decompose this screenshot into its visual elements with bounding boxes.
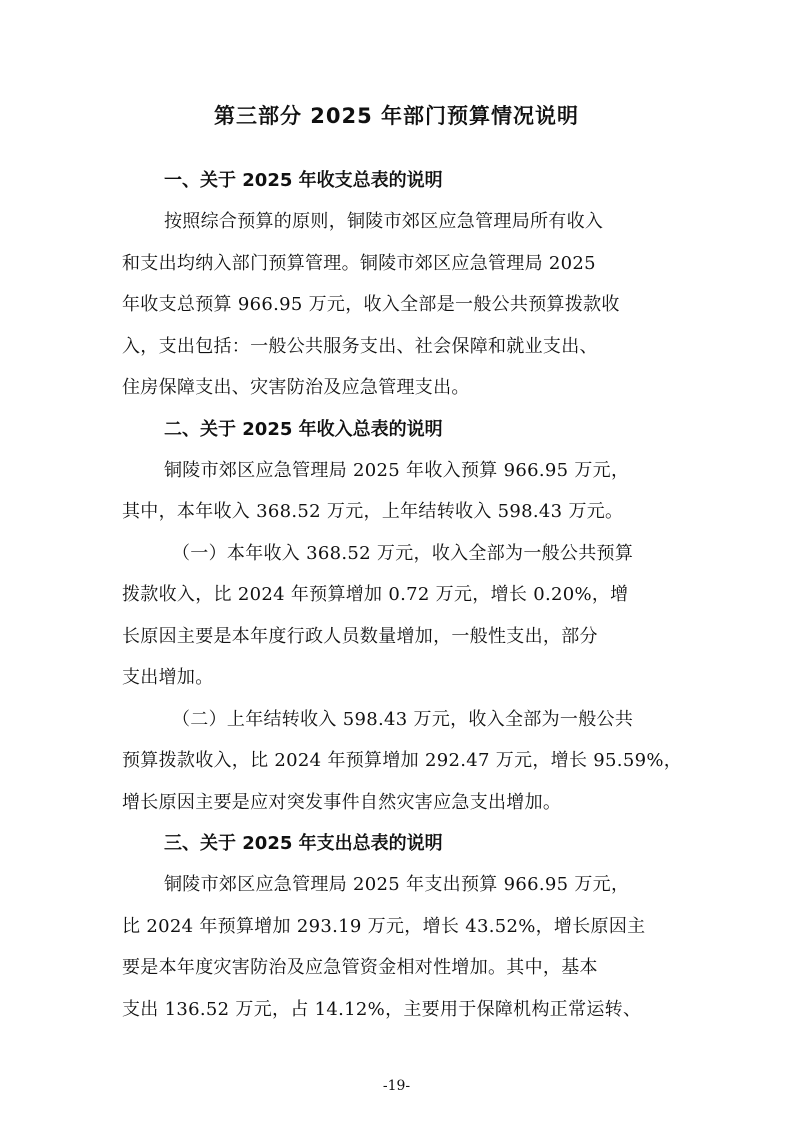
paragraph-line: 比 2024 年预算增加 293.19 万元，增长 43.52%，增长原因主: [122, 915, 646, 937]
paragraph-line: 铜陵市郊区应急管理局 2025 年收入预算 966.95 万元，: [164, 459, 630, 481]
paragraph-1-1: [122, 201, 678, 409]
paragraph-line: 增长原因主要是应对突发事件自然灾害应急支出增加。: [122, 791, 562, 813]
page-title: 第三部分 2025 年部门预算情况说明: [213, 104, 580, 128]
section-heading-2: 二、关于 2025 年收入总表的说明: [164, 418, 443, 440]
paragraph-line: 拨款收入，比 2024 年预算增加 0.72 万元，增长 0.20%，增: [122, 584, 629, 605]
paragraph-line: （一）本年收入 368.52 万元，收入全部为一般公共预算: [172, 542, 634, 564]
paragraph-line: 和支出均纳入部门预算管理。铜陵市郊区应急管理局 2025: [122, 252, 596, 274]
paragraph-line: 长原因主要是本年度行政人员数量增加，一般性支出，部分: [122, 625, 598, 647]
paragraph-2-3: [122, 699, 683, 824]
document-body: [122, 160, 683, 1030]
paragraph-line: （二）上年结转收入 598.43 万元，收入全部为一般公共: [172, 708, 634, 730]
paragraph-2-1: [122, 450, 678, 533]
section-heading-3: 三、关于 2025 年支出总表的说明: [164, 833, 443, 854]
paragraph-line: 住房保障支出、灾害防治及应急管理支出。: [122, 377, 470, 398]
paragraph-line: 其中，本年收入 368.52 万元，上年结转收入 598.43 万元。: [122, 501, 624, 522]
page-number: -19-: [382, 1078, 411, 1094]
paragraph-line: 支出 136.52 万元，占 14.12%，主要用于保障机构正常运转、: [122, 998, 642, 1020]
paragraph-line: 按照综合预算的原则，铜陵市郊区应急管理局所有收入: [164, 211, 604, 232]
paragraph-2-2: [122, 533, 678, 699]
paragraph-3-1: [122, 864, 678, 1030]
paragraph-line: 年收支总预算 966.95 万元，收入全部是一般公共预算拨款收: [122, 294, 620, 315]
paragraph-line: 要是本年度灾害防治及应急管资金相对性增加。其中，基本: [122, 957, 598, 978]
paragraph-line: 预算拨款收入，比 2024 年预算增加 292.47 万元，增长 95.59%，: [122, 750, 683, 771]
paragraph-line: 支出增加。: [122, 667, 214, 688]
paragraph-line: 入，支出包括：一般公共服务支出、社会保障和就业支出、: [122, 335, 598, 357]
paragraph-line: 铜陵市郊区应急管理局 2025 年支出预算 966.95 万元，: [164, 874, 630, 895]
section-heading-1: 一、关于 2025 年收支总表的说明: [164, 170, 443, 191]
